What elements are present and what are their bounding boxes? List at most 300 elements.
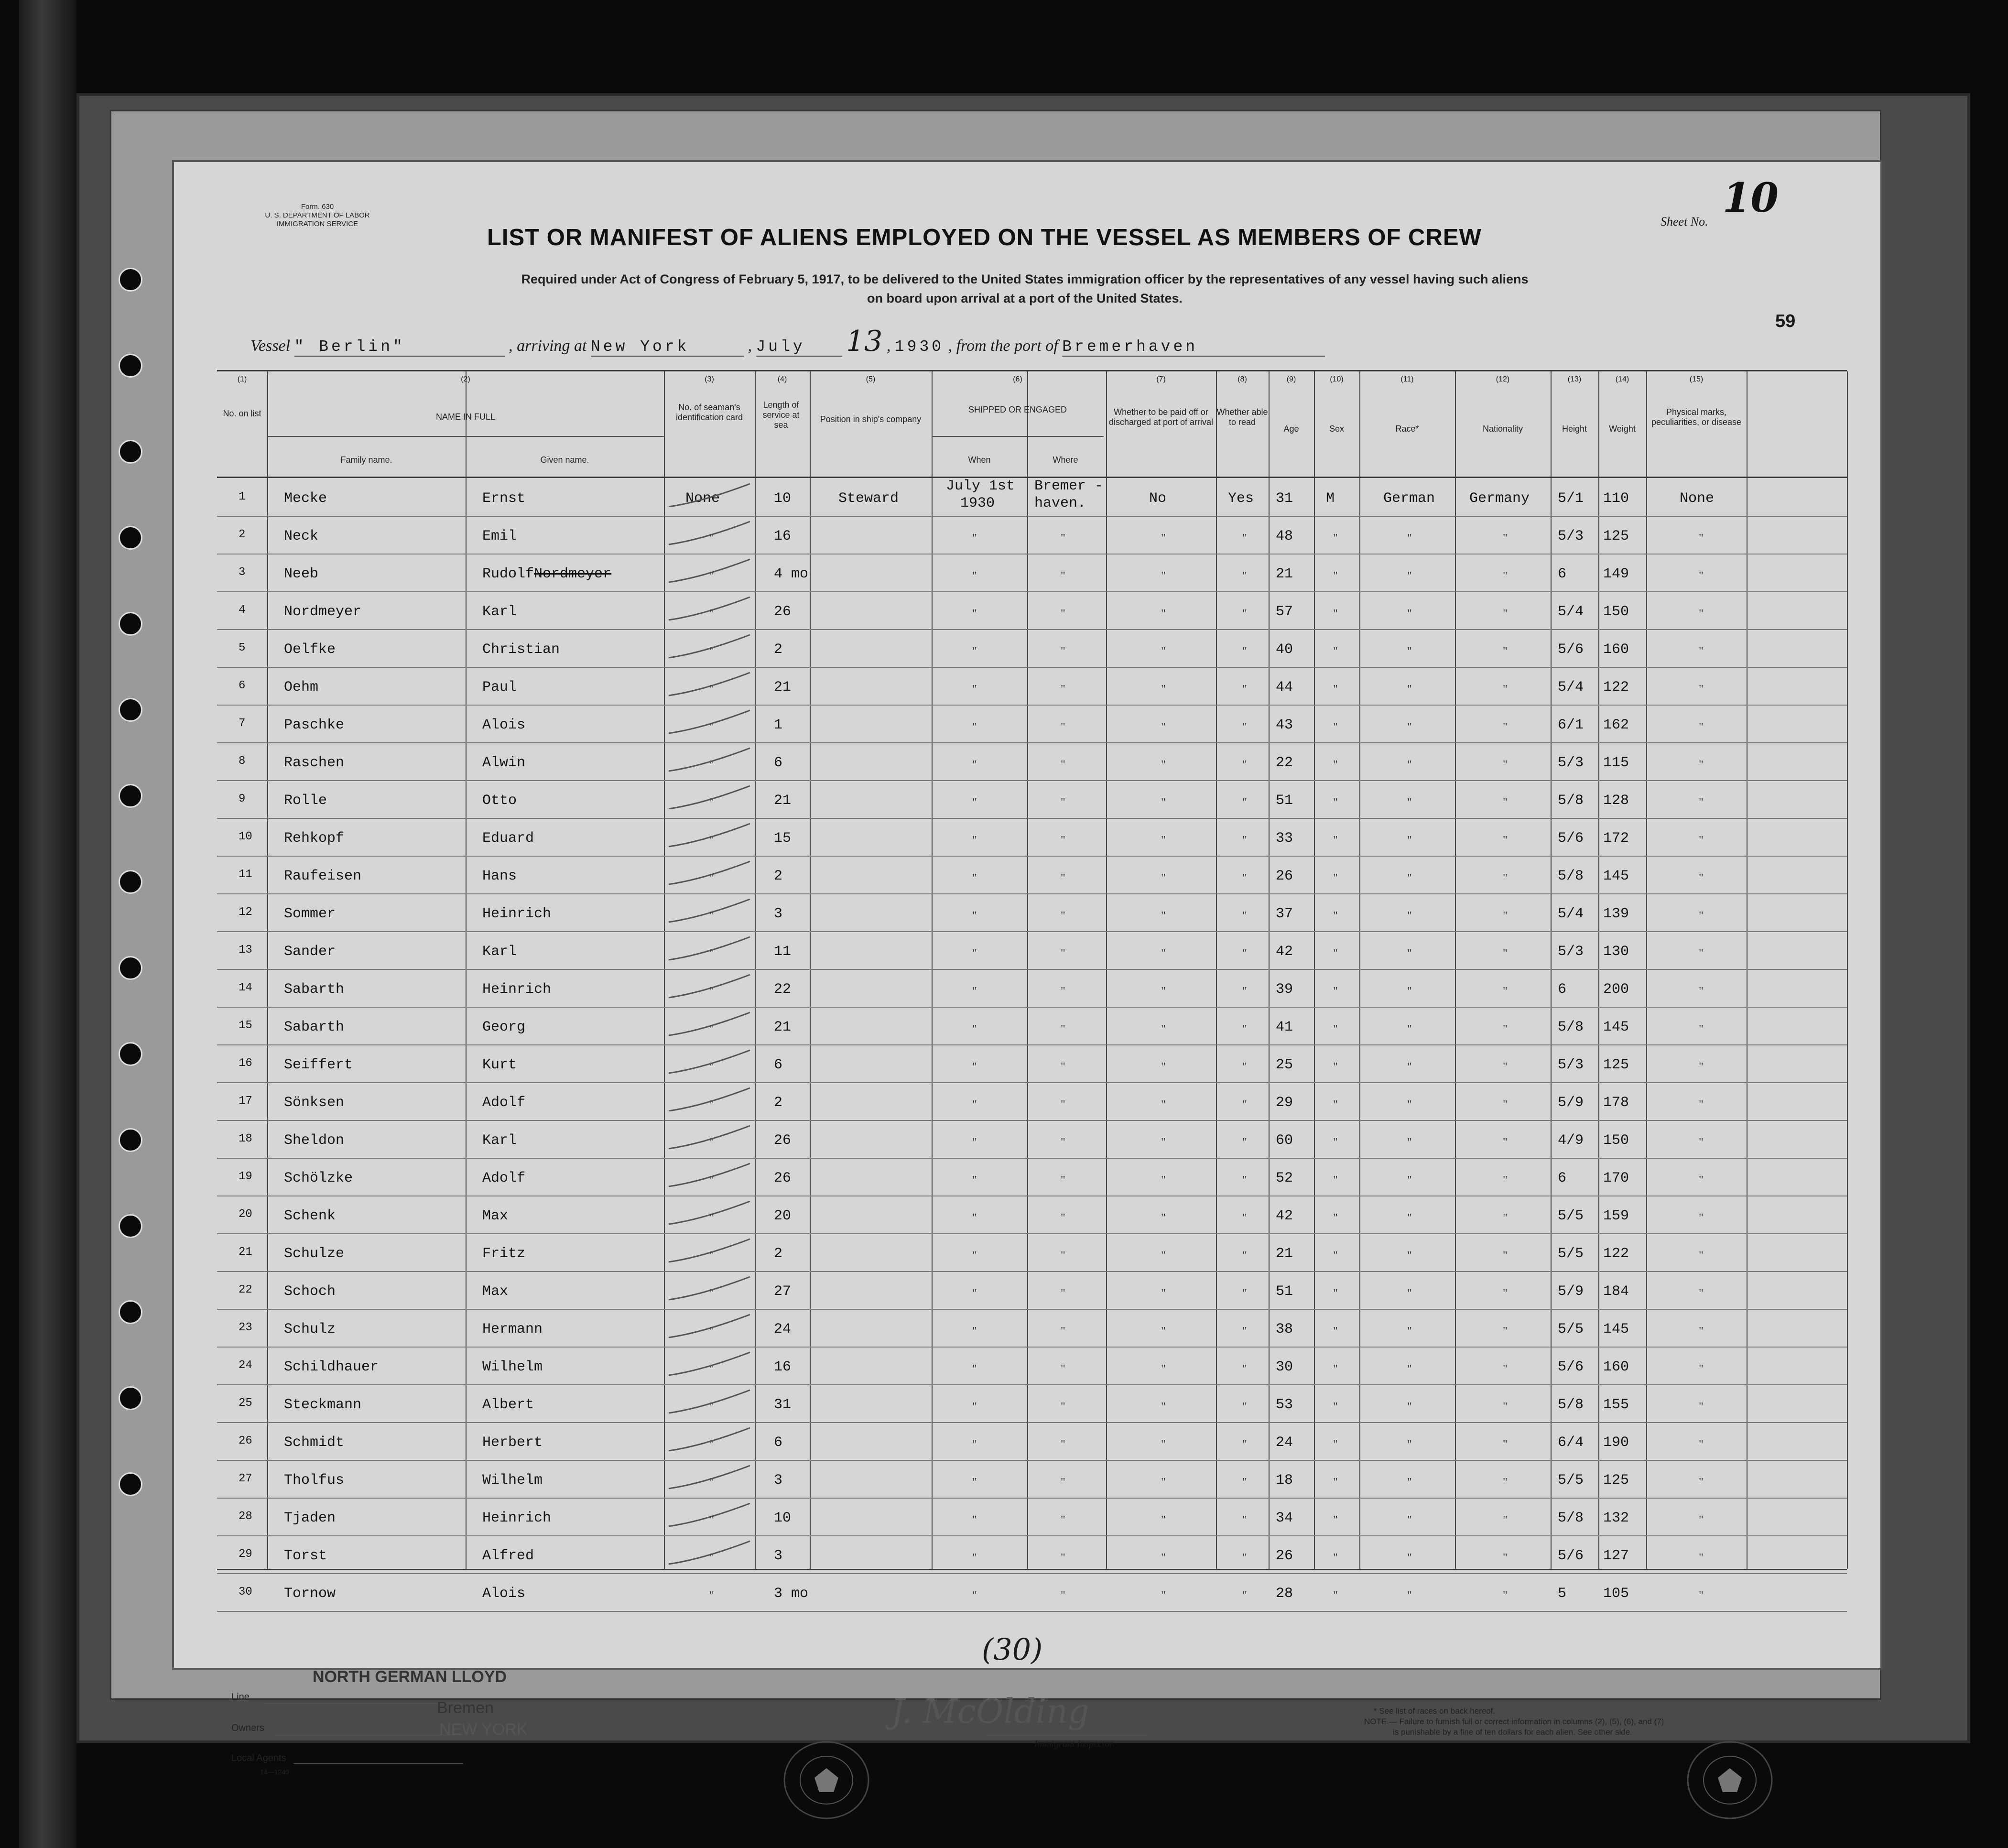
ditto-mark: " bbox=[1699, 1552, 1704, 1564]
height: 6/4 bbox=[1558, 1435, 1584, 1451]
family-name: Schulze bbox=[284, 1246, 345, 1262]
nationality: Germany bbox=[1469, 490, 1530, 507]
age: 25 bbox=[1276, 1057, 1293, 1073]
age: 24 bbox=[1276, 1435, 1293, 1451]
weight: 125 bbox=[1603, 528, 1629, 544]
check-stroke bbox=[669, 1201, 750, 1224]
ditto-mark: " bbox=[1242, 910, 1247, 922]
ditto-mark: " bbox=[1407, 1061, 1412, 1073]
row-number: 5 bbox=[239, 641, 246, 654]
length-of-service: 3 bbox=[774, 906, 783, 922]
ditto-mark: " bbox=[1699, 1363, 1704, 1375]
check-stroke bbox=[669, 937, 750, 960]
ditto-mark: " bbox=[709, 683, 714, 696]
ditto-mark: " bbox=[1699, 1325, 1704, 1337]
ditto-mark: " bbox=[1503, 759, 1508, 771]
from-label: , from the port of bbox=[948, 337, 1058, 355]
family-name: Sander bbox=[284, 944, 336, 960]
row-number: 2 bbox=[239, 528, 246, 541]
age: 34 bbox=[1276, 1510, 1293, 1526]
given-name: Wilhelm bbox=[482, 1359, 543, 1375]
family-name: Tornow bbox=[284, 1586, 336, 1602]
ditto-mark: " bbox=[709, 608, 714, 620]
age: 60 bbox=[1276, 1132, 1293, 1149]
age: 51 bbox=[1276, 793, 1293, 809]
column-number: (15) bbox=[1689, 375, 1704, 383]
binding-hole bbox=[119, 1214, 142, 1238]
table-row bbox=[217, 856, 1847, 894]
given-name: Eduard bbox=[482, 830, 534, 847]
ditto-mark: " bbox=[1503, 721, 1508, 733]
table-row bbox=[217, 1347, 1847, 1385]
form-number: Form. 630 bbox=[301, 203, 334, 211]
ditto-mark: " bbox=[972, 796, 977, 809]
table-row bbox=[217, 1271, 1847, 1310]
ditto-mark: " bbox=[709, 759, 714, 771]
row-number: 13 bbox=[239, 944, 252, 957]
ditto-mark: " bbox=[1061, 985, 1065, 998]
ditto-mark: " bbox=[972, 1098, 977, 1111]
ditto-mark: " bbox=[1699, 1250, 1704, 1262]
shipped-when: July 1st bbox=[946, 478, 1015, 494]
given-name: Georg bbox=[482, 1019, 526, 1035]
ditto-mark: " bbox=[1333, 721, 1338, 733]
length-of-service: 24 bbox=[774, 1321, 792, 1337]
ditto-mark: " bbox=[1333, 1136, 1338, 1149]
ditto-mark: " bbox=[709, 1363, 714, 1375]
ditto-mark: " bbox=[1061, 1098, 1065, 1111]
ditto-mark: " bbox=[972, 721, 977, 733]
length-of-service: 26 bbox=[774, 1170, 792, 1186]
ditto-mark: " bbox=[1699, 1212, 1704, 1224]
ditto-mark: " bbox=[709, 1552, 714, 1564]
family-name: Sommer bbox=[284, 906, 336, 922]
ditto-mark: " bbox=[1503, 1589, 1508, 1602]
ditto-mark: " bbox=[1061, 947, 1065, 960]
arriving-label: , arriving at bbox=[509, 337, 587, 355]
ditto-mark: " bbox=[972, 985, 977, 998]
ditto-mark: " bbox=[1407, 1476, 1412, 1489]
vessel-line: Vessel " Berlin" , arriving at New York , July 13 , 1930 , from the port of Bremerhaven bbox=[250, 325, 1325, 358]
table-row bbox=[217, 1233, 1847, 1272]
table-row bbox=[217, 1460, 1847, 1499]
ditto-mark: " bbox=[972, 947, 977, 960]
given-name: Hermann bbox=[482, 1321, 543, 1337]
ditto-mark: " bbox=[1503, 1438, 1508, 1451]
ditto-mark: " bbox=[1242, 834, 1247, 847]
family-name: Tjaden bbox=[284, 1510, 336, 1526]
ditto-mark: " bbox=[1242, 608, 1247, 620]
form-identifier bbox=[246, 203, 389, 228]
weight: 127 bbox=[1603, 1548, 1629, 1564]
row-number: 4 bbox=[239, 604, 246, 617]
family-name: Schölzke bbox=[284, 1170, 353, 1186]
ditto-mark: " bbox=[1407, 985, 1412, 998]
ditto-mark: " bbox=[1503, 834, 1508, 847]
ditto-mark: " bbox=[1333, 796, 1338, 809]
ditto-mark: " bbox=[1242, 1589, 1247, 1602]
column-number: (1) bbox=[237, 375, 247, 383]
ditto-mark: " bbox=[709, 796, 714, 809]
ditto-mark: " bbox=[1242, 1401, 1247, 1413]
ditto-mark: " bbox=[972, 1552, 977, 1564]
table-row bbox=[217, 667, 1847, 706]
consulate-stamp-right bbox=[1684, 1739, 1775, 1821]
ditto-mark: " bbox=[972, 1325, 977, 1337]
ditto-mark: " bbox=[1161, 1325, 1166, 1337]
given-name: Emil bbox=[482, 528, 517, 544]
height: 5/6 bbox=[1558, 830, 1584, 847]
length-of-service: 21 bbox=[774, 793, 792, 809]
ditto-mark: " bbox=[1242, 1098, 1247, 1111]
ditto-mark: " bbox=[1333, 985, 1338, 998]
height: 5/6 bbox=[1558, 1548, 1584, 1564]
given-name: Adolf bbox=[482, 1170, 526, 1186]
ditto-mark: " bbox=[972, 1438, 977, 1451]
header-weight: Weight bbox=[1609, 424, 1636, 434]
table-row bbox=[217, 1082, 1847, 1121]
binding-hole bbox=[119, 1472, 142, 1496]
ditto-mark: " bbox=[1333, 1363, 1338, 1375]
weight: 145 bbox=[1603, 868, 1629, 884]
weight: 110 bbox=[1603, 490, 1629, 507]
page-number: 59 bbox=[1775, 311, 1796, 331]
ditto-mark: " bbox=[1407, 1287, 1412, 1300]
agents-underline bbox=[293, 1763, 463, 1764]
given-name: Karl bbox=[482, 944, 517, 960]
ditto-mark: " bbox=[1333, 1098, 1338, 1111]
ditto-mark: " bbox=[1161, 834, 1166, 847]
row-number: 21 bbox=[239, 1246, 252, 1259]
ditto-mark: " bbox=[1333, 947, 1338, 960]
ditto-mark: " bbox=[972, 910, 977, 922]
crew-table bbox=[217, 370, 1847, 1602]
consulate-seal-icon bbox=[781, 1739, 872, 1821]
ditto-mark: " bbox=[1699, 683, 1704, 696]
ditto-mark: " bbox=[1061, 910, 1065, 922]
ditto-mark: " bbox=[1407, 1552, 1412, 1564]
given-name: Max bbox=[482, 1208, 509, 1224]
family-name: Tholfus bbox=[284, 1472, 345, 1489]
ditto-mark: " bbox=[709, 1514, 714, 1526]
ditto-mark: " bbox=[1699, 1438, 1704, 1451]
column-rule bbox=[1847, 371, 1848, 1569]
ditto-mark: " bbox=[972, 759, 977, 771]
ditto-mark: " bbox=[709, 1589, 714, 1602]
height: 5/8 bbox=[1558, 1019, 1584, 1035]
ditto-mark: " bbox=[1061, 1438, 1065, 1451]
height: 6 bbox=[1558, 1170, 1567, 1186]
table-row bbox=[217, 1535, 1847, 1574]
ditto-mark: " bbox=[1061, 1514, 1065, 1526]
weight: 178 bbox=[1603, 1095, 1629, 1111]
family-name: Neck bbox=[284, 528, 319, 544]
family-name: Oelfke bbox=[284, 641, 336, 658]
check-stroke bbox=[669, 1239, 750, 1262]
ditto-mark: " bbox=[1503, 683, 1508, 696]
check-stroke bbox=[669, 1428, 750, 1451]
ditto-mark: " bbox=[1503, 947, 1508, 960]
ditto-mark: " bbox=[1407, 759, 1412, 771]
length-of-service: 2 bbox=[774, 641, 783, 658]
ditto-mark: " bbox=[1699, 570, 1704, 582]
ditto-mark: " bbox=[1242, 985, 1247, 998]
ditto-mark: " bbox=[972, 1136, 977, 1149]
ditto-mark: " bbox=[972, 1023, 977, 1035]
ditto-mark: " bbox=[1699, 1098, 1704, 1111]
weight: 125 bbox=[1603, 1472, 1629, 1489]
check-stroke bbox=[669, 1315, 750, 1337]
ditto-mark: " bbox=[1161, 1552, 1166, 1564]
header-physical-marks: Physical marks, peculiarities, or disease bbox=[1651, 407, 1742, 427]
height: 5/3 bbox=[1558, 528, 1584, 544]
ditto-mark: " bbox=[1061, 570, 1065, 582]
ditto-mark: " bbox=[1061, 1250, 1065, 1262]
ditto-mark: " bbox=[1161, 1136, 1166, 1149]
weight: 132 bbox=[1603, 1510, 1629, 1526]
check-stroke bbox=[669, 1163, 750, 1186]
length-of-service: 6 bbox=[774, 1435, 783, 1451]
ditto-mark: " bbox=[1242, 1023, 1247, 1035]
length-of-service: 1 bbox=[774, 717, 783, 733]
ditto-mark: " bbox=[1333, 608, 1338, 620]
check-stroke bbox=[669, 673, 750, 696]
agents-label: Local Agents bbox=[231, 1753, 286, 1763]
ditto-mark: " bbox=[1503, 1363, 1508, 1375]
ditto-mark: " bbox=[1161, 1438, 1166, 1451]
ditto-mark: " bbox=[972, 872, 977, 884]
check-stroke bbox=[669, 824, 750, 847]
ditto-mark: " bbox=[1407, 1098, 1412, 1111]
check-stroke bbox=[669, 1541, 750, 1564]
family-name: Sheldon bbox=[284, 1132, 345, 1149]
ditto-mark: " bbox=[1699, 1401, 1704, 1413]
film-edge bbox=[19, 0, 76, 1848]
ditto-mark: " bbox=[1161, 947, 1166, 960]
length-of-service: 20 bbox=[774, 1208, 792, 1224]
table-row bbox=[217, 591, 1847, 630]
ditto-mark: " bbox=[1503, 608, 1508, 620]
ditto-mark: " bbox=[1407, 796, 1412, 809]
ditto-mark: " bbox=[1699, 834, 1704, 847]
departure-port: Bremerhaven bbox=[1062, 338, 1325, 357]
table-row bbox=[217, 1044, 1847, 1083]
ditto-mark: " bbox=[1333, 683, 1338, 696]
ditto-mark: " bbox=[1333, 1174, 1338, 1186]
ditto-mark: " bbox=[1161, 1174, 1166, 1186]
ditto-mark: " bbox=[1407, 721, 1412, 733]
ditto-mark: " bbox=[1333, 1589, 1338, 1602]
weight: 125 bbox=[1603, 1057, 1629, 1073]
weight: 130 bbox=[1603, 944, 1629, 960]
height: 5/4 bbox=[1558, 604, 1584, 620]
ditto-mark: " bbox=[1333, 570, 1338, 582]
vessel-label: Vessel bbox=[250, 337, 291, 355]
ditto-mark: " bbox=[1242, 1174, 1247, 1186]
weight: 162 bbox=[1603, 717, 1629, 733]
length-of-service: 3 mo bbox=[774, 1586, 809, 1602]
ditto-mark: " bbox=[1161, 1401, 1166, 1413]
length-of-service: 4 mo bbox=[774, 566, 809, 582]
length-of-service: 2 bbox=[774, 868, 783, 884]
ditto-mark: " bbox=[1333, 1514, 1338, 1526]
length-of-service: 3 bbox=[774, 1472, 783, 1489]
family-name: Schmidt bbox=[284, 1435, 345, 1451]
ditto-mark: " bbox=[709, 570, 714, 582]
binding-hole bbox=[119, 784, 142, 808]
ditto-mark: " bbox=[1061, 721, 1065, 733]
ditto-mark: " bbox=[1699, 910, 1704, 922]
header-sex: Sex bbox=[1329, 424, 1345, 434]
ditto-mark: " bbox=[972, 1212, 977, 1224]
row-number: 11 bbox=[239, 868, 252, 881]
row-number: 18 bbox=[239, 1132, 252, 1145]
ditto-mark: " bbox=[972, 834, 977, 847]
height: 5/5 bbox=[1558, 1246, 1584, 1262]
column-number: (6) bbox=[1013, 375, 1022, 383]
given-name: Heinrich bbox=[482, 1510, 552, 1526]
height: 4/9 bbox=[1558, 1132, 1584, 1149]
column-number: (4) bbox=[777, 375, 787, 383]
ditto-mark: " bbox=[1242, 1250, 1247, 1262]
height: 5/5 bbox=[1558, 1321, 1584, 1337]
ditto-mark: " bbox=[1161, 1061, 1166, 1073]
ditto-mark: " bbox=[709, 1098, 714, 1111]
column-number: (2) bbox=[461, 375, 470, 383]
ditto-mark: " bbox=[709, 1287, 714, 1300]
ditto-mark: " bbox=[1699, 721, 1704, 733]
height: 5/9 bbox=[1558, 1283, 1584, 1300]
ditto-mark: " bbox=[1161, 910, 1166, 922]
ditto-mark: " bbox=[1699, 1514, 1704, 1526]
binding-hole bbox=[119, 1128, 142, 1152]
ditto-mark: " bbox=[1161, 872, 1166, 884]
ditto-mark: " bbox=[1242, 1552, 1247, 1564]
given-name: Alfred bbox=[482, 1548, 534, 1564]
service-name: IMMIGRATION SERVICE bbox=[276, 220, 358, 228]
height: 5/3 bbox=[1558, 944, 1584, 960]
consulate-seal-icon bbox=[1684, 1739, 1775, 1821]
family-name: Seiffert bbox=[284, 1057, 353, 1073]
ditto-mark: " bbox=[1242, 1514, 1247, 1526]
ditto-mark: " bbox=[1333, 1438, 1338, 1451]
ditto-mark: " bbox=[1161, 570, 1166, 582]
given-name: Hans bbox=[482, 868, 517, 884]
row-number: 29 bbox=[239, 1548, 252, 1561]
ditto-mark: " bbox=[1161, 796, 1166, 809]
ditto-mark: " bbox=[1503, 1401, 1508, 1413]
ditto-mark: " bbox=[709, 834, 714, 847]
weight: 172 bbox=[1603, 830, 1629, 847]
weight: 200 bbox=[1603, 981, 1629, 998]
binding-hole bbox=[119, 870, 142, 894]
check-stroke bbox=[669, 1466, 750, 1489]
ditto-mark: " bbox=[709, 1174, 714, 1186]
ditto-mark: " bbox=[1242, 570, 1247, 582]
ditto-mark: " bbox=[709, 1438, 714, 1451]
table-row bbox=[217, 931, 1847, 970]
length-of-service: 26 bbox=[774, 604, 792, 620]
ditto-mark: " bbox=[1242, 1363, 1247, 1375]
row-number: 20 bbox=[239, 1208, 252, 1221]
family-name: Steckmann bbox=[284, 1397, 362, 1413]
ditto-mark: " bbox=[1407, 608, 1412, 620]
vessel-name: " Berlin" bbox=[294, 338, 505, 357]
family-name: Sönksen bbox=[284, 1095, 345, 1111]
arrival-port: New York bbox=[591, 338, 744, 357]
given-name: RudolfNordmeyer bbox=[482, 566, 612, 582]
header-position: Position in ship's company bbox=[820, 414, 922, 424]
ditto-mark: " bbox=[1161, 532, 1166, 544]
ditto-mark: " bbox=[1333, 1061, 1338, 1073]
length-of-service: 6 bbox=[774, 755, 783, 771]
weight: 149 bbox=[1603, 566, 1629, 582]
weight: 150 bbox=[1603, 604, 1629, 620]
row-number: 10 bbox=[239, 830, 252, 843]
height: 5/3 bbox=[1558, 755, 1584, 771]
row-number: 9 bbox=[239, 793, 246, 805]
given-name: Heinrich bbox=[482, 906, 552, 922]
family-name: Schulz bbox=[284, 1321, 336, 1337]
weight: 160 bbox=[1603, 641, 1629, 658]
row-number: 25 bbox=[239, 1397, 252, 1410]
ship-position: Steward bbox=[838, 490, 899, 507]
inspector-label: Immigrant Inspector. bbox=[1034, 1739, 1115, 1749]
length-of-service: 27 bbox=[774, 1283, 792, 1300]
ditto-mark: " bbox=[709, 872, 714, 884]
ditto-mark: " bbox=[1503, 1136, 1508, 1149]
row-number: 3 bbox=[239, 566, 246, 579]
given-name: Karl bbox=[482, 1132, 517, 1149]
table-row bbox=[217, 1196, 1847, 1234]
arrival-year: 1930 bbox=[894, 338, 944, 356]
ditto-mark: " bbox=[1333, 1325, 1338, 1337]
column-number: (13) bbox=[1567, 375, 1582, 383]
header-when: When bbox=[968, 455, 991, 465]
row-number: 26 bbox=[239, 1435, 252, 1447]
row-number: 1 bbox=[239, 490, 246, 503]
owners-label: Owners bbox=[231, 1723, 264, 1733]
height: 5 bbox=[1558, 1586, 1567, 1602]
ditto-mark: " bbox=[1061, 1552, 1065, 1564]
ditto-mark: " bbox=[1333, 872, 1338, 884]
height: 5/5 bbox=[1558, 1472, 1584, 1489]
height: 5/4 bbox=[1558, 906, 1584, 922]
ditto-mark: " bbox=[709, 1136, 714, 1149]
age: 21 bbox=[1276, 1246, 1293, 1262]
length-of-service: 22 bbox=[774, 981, 792, 998]
table-row bbox=[217, 1384, 1847, 1423]
length-of-service: 21 bbox=[774, 679, 792, 696]
ditto-mark: " bbox=[1503, 872, 1508, 884]
binding-hole bbox=[119, 354, 142, 378]
table-row bbox=[217, 1498, 1847, 1536]
ditto-mark: " bbox=[972, 1401, 977, 1413]
binding-hole bbox=[119, 440, 142, 464]
ditto-mark: " bbox=[1242, 1325, 1247, 1337]
able-to-read: Yes bbox=[1228, 490, 1254, 507]
check-stroke bbox=[669, 1050, 750, 1073]
check-stroke bbox=[669, 1503, 750, 1526]
ditto-mark: " bbox=[1161, 608, 1166, 620]
line-label: Line bbox=[231, 1692, 250, 1702]
row-number: 15 bbox=[239, 1019, 252, 1032]
given-name: Paul bbox=[482, 679, 517, 696]
length-of-service: 16 bbox=[774, 1359, 792, 1375]
weight: 128 bbox=[1603, 793, 1629, 809]
binding-hole bbox=[119, 612, 142, 636]
table-row bbox=[217, 554, 1847, 592]
